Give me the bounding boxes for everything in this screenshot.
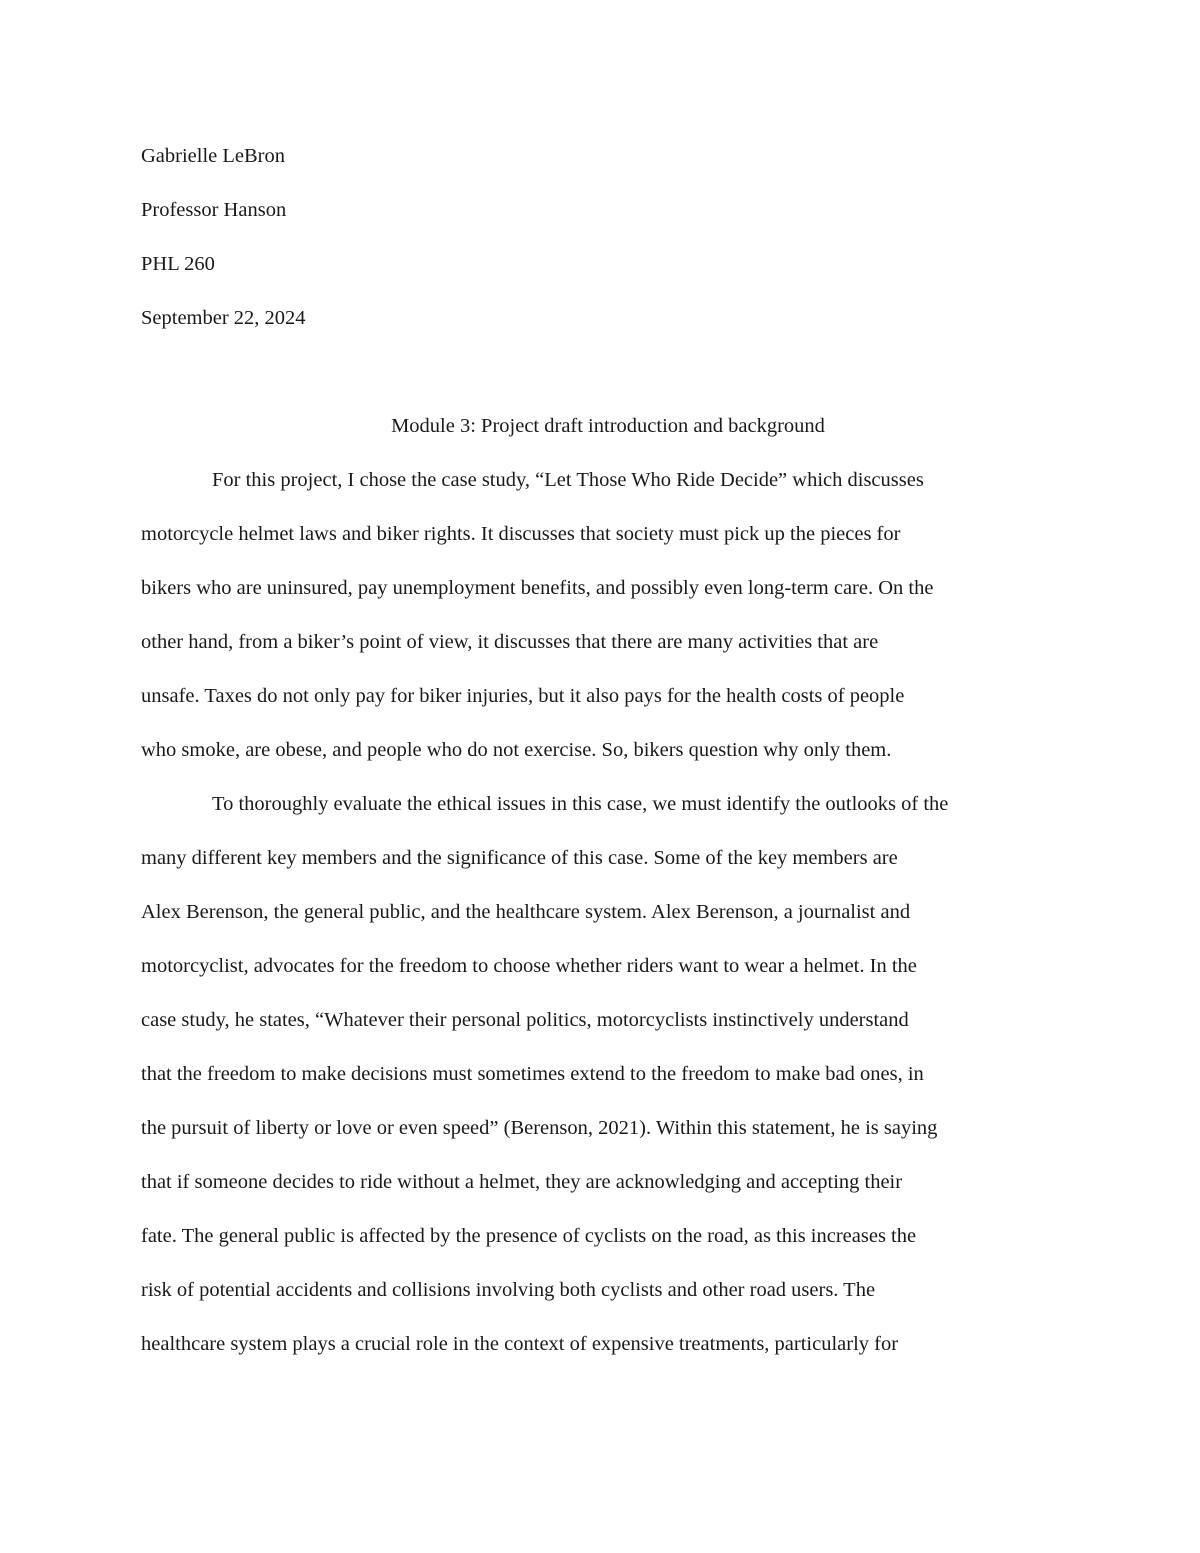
paragraph-line: bikers who are uninsured, pay unemployment benefits, and possibly even long-term care. On the bbox=[141, 577, 934, 599]
paragraph-line: case study, he states, “Whatever their personal politics, motorcyclists instinctively understand bbox=[141, 1009, 909, 1031]
paragraph-intro bbox=[141, 453, 1059, 777]
paragraph-line: To thoroughly evaluate the ethical issues in this case, we must identify the outlooks of the bbox=[212, 793, 949, 815]
paragraph-background bbox=[141, 777, 1059, 1371]
blank-line bbox=[141, 345, 1059, 399]
paragraph-line: many different key members and the significance of this case. Some of the key members are bbox=[141, 847, 898, 869]
paragraph-line: risk of potential accidents and collisions involving both cyclists and other road users. The bbox=[141, 1279, 876, 1301]
paragraph-line: other hand, from a biker’s point of view, it discusses that there are many activities that are bbox=[141, 631, 879, 653]
paragraph-line: motorcyclist, advocates for the freedom to choose whether riders want to wear a helmet. In the bbox=[141, 955, 917, 977]
paragraph-line: unsafe. Taxes do not only pay for biker injuries, but it also pays for the health costs of people bbox=[141, 685, 905, 707]
paragraph-line: that the freedom to make decisions must sometimes extend to the freedom to make bad ones, in bbox=[141, 1063, 924, 1085]
paragraph-line: Alex Berenson, the general public, and the healthcare system. Alex Berenson, a journalist and bbox=[141, 901, 911, 923]
instructor-name: Professor Hanson bbox=[141, 199, 287, 221]
paragraph-line: fate. The general public is affected by the presence of cyclists on the road, as this increases the bbox=[141, 1225, 917, 1247]
paragraph-line: the pursuit of liberty or love or even speed” (Berenson, 2021). Within this statement, he is saying bbox=[141, 1117, 938, 1139]
paragraph-line: motorcycle helmet laws and biker rights. It discusses that society must pick up the pieces for bbox=[141, 523, 901, 545]
paragraph-line: who smoke, are obese, and people who do not exercise. So, bikers question why only them. bbox=[141, 739, 892, 761]
document-title: Module 3: Project draft introduction and background bbox=[391, 415, 825, 437]
course-code: PHL 260 bbox=[141, 253, 215, 275]
paragraph-line: healthcare system plays a crucial role in the context of expensive treatments, particularly for bbox=[141, 1333, 899, 1355]
paragraph-line: that if someone decides to ride without a helmet, they are acknowledging and accepting their bbox=[141, 1171, 903, 1193]
author-name: Gabrielle LeBron bbox=[141, 145, 286, 167]
document-date: September 22, 2024 bbox=[141, 307, 306, 329]
paragraph-line: For this project, I chose the case study, “Let Those Who Ride Decide” which discusses bbox=[212, 469, 924, 491]
